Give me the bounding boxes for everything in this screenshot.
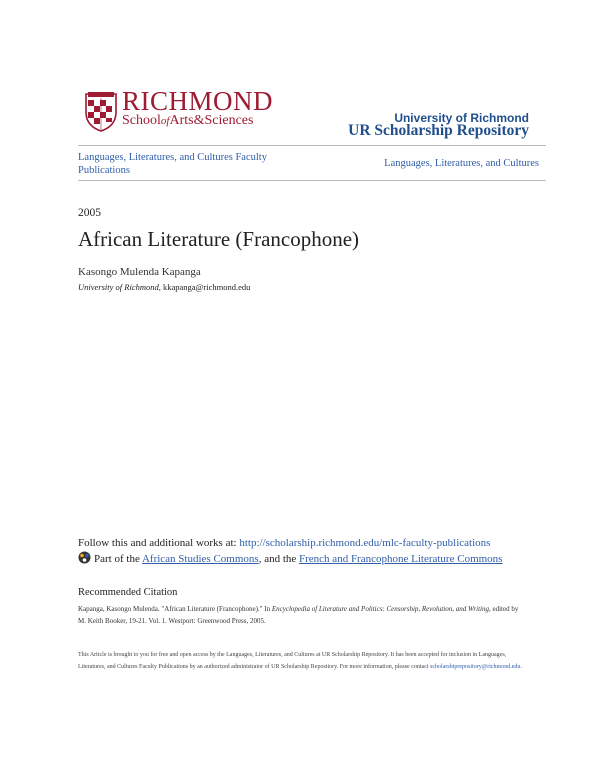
repository-university: University of Richmond bbox=[394, 111, 529, 125]
richmond-logo bbox=[84, 88, 284, 136]
citation-book-title: Encyclopedia of Literature and Politics: Censorship, Revolution, and Writing bbox=[271, 605, 489, 613]
divider-bottom bbox=[78, 180, 546, 181]
part-of-prefix: Part of the bbox=[94, 553, 142, 565]
follow-line bbox=[78, 537, 490, 549]
follow-label: Follow this and additional works at: bbox=[78, 537, 240, 549]
university-seal-icon bbox=[84, 88, 118, 132]
author-email: , kkapanga@richmond.edu bbox=[158, 282, 251, 292]
african-studies-commons-link[interactable]: African Studies Commons bbox=[141, 553, 259, 565]
part-of-line bbox=[78, 551, 502, 565]
part-of-middle: , and the bbox=[258, 553, 300, 565]
follow-url-link[interactable]: http://scholarship.richmond.edu/mlc-faculty-publications bbox=[239, 537, 491, 549]
logo-school-name: SchoolofArts&Sciences bbox=[122, 113, 254, 128]
logo-wordmark: RICHMOND bbox=[122, 86, 274, 116]
collection-link-department[interactable]: Languages, Literatures, and Cultures bbox=[384, 158, 539, 169]
recommended-citation-heading: Recommended Citation bbox=[78, 587, 178, 598]
network-icon bbox=[78, 551, 91, 564]
french-francophone-commons-link[interactable]: French and Francophone Literature Commons bbox=[299, 553, 503, 565]
article-title: African Literature (Francophone) bbox=[78, 227, 360, 251]
divider-top bbox=[78, 145, 546, 146]
publication-year: 2005 bbox=[78, 207, 101, 219]
author-name: Kasongo Mulenda Kapanga bbox=[78, 266, 201, 278]
repository-name[interactable]: UR Scholarship Repository bbox=[348, 122, 529, 139]
access-notice: This Article is brought to you for free and open access by the Languages, Literatures, and Cultures at UR Scholarship Repository. It has been accepted for inclusion in Languages, Literatures, and Cultures Faculty Publications by an authorized administrator of UR Scholarship Repository. For more information, please contact scholarshiprepository@richmond.edu. bbox=[78, 652, 522, 670]
author-affiliation bbox=[78, 282, 250, 292]
affiliation-name: University of Richmond bbox=[78, 282, 159, 292]
collection-link-faculty-publications[interactable]: Languages, Literatures, and Cultures Faculty Publications bbox=[78, 152, 267, 176]
contact-email-link[interactable]: scholarshiprepository@richmond.edu bbox=[430, 664, 521, 670]
citation-text: Kapanga, Kasongo Mulenda. "African Literature (Francophone)." In Encyclopedia of Literature and Politics: Censorship, Revolution, and Writing, edited by M. Keith Booker, 19-21. Vol. 1. Westport: Greenwood Press, 2005. bbox=[78, 605, 519, 625]
